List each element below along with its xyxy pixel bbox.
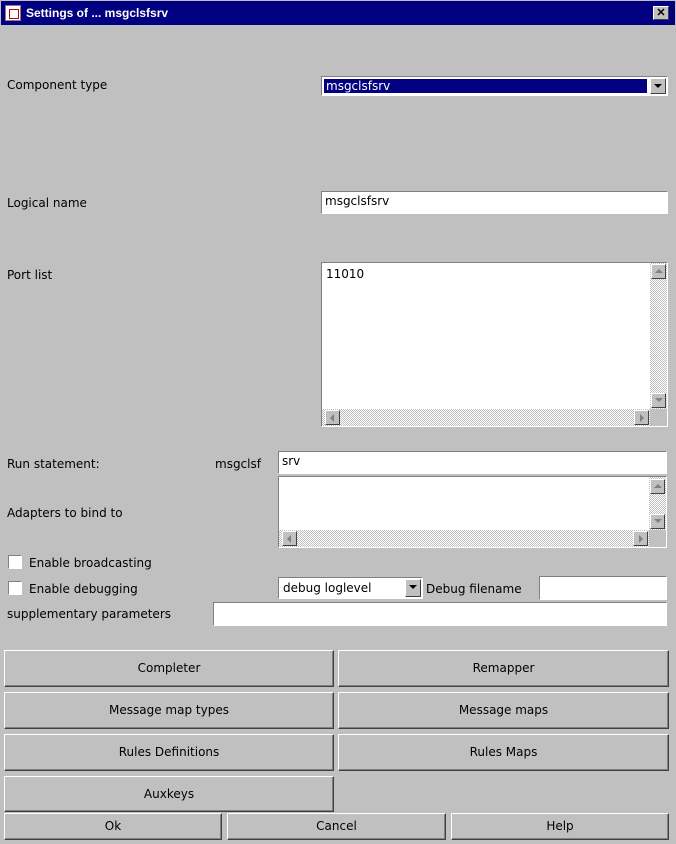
scroll-left-icon[interactable] xyxy=(282,531,297,546)
port-list-value: 11010 xyxy=(326,267,365,281)
chevron-down-icon[interactable] xyxy=(650,78,666,94)
ok-button[interactable]: Ok xyxy=(4,813,222,840)
app-icon xyxy=(5,5,21,21)
auxkeys-button[interactable]: Auxkeys xyxy=(4,776,334,812)
run-statement-label: Run statement: xyxy=(7,457,100,471)
cancel-button[interactable]: Cancel xyxy=(227,813,446,840)
message-map-types-button[interactable]: Message map types xyxy=(4,692,334,729)
supplementary-parameters-input[interactable] xyxy=(213,602,667,626)
title-bar[interactable] xyxy=(1,1,675,25)
scroll-down-icon[interactable] xyxy=(651,393,666,408)
completer-button[interactable]: Completer xyxy=(4,650,334,687)
scroll-up-icon[interactable] xyxy=(651,264,666,279)
scroll-right-icon[interactable] xyxy=(634,410,649,425)
scroll-corner xyxy=(649,530,666,547)
remapper-button[interactable]: Remapper xyxy=(338,650,669,687)
enable-broadcasting-label: Enable broadcasting xyxy=(29,556,152,570)
component-type-select[interactable] xyxy=(321,76,668,96)
help-button[interactable]: Help xyxy=(451,813,669,840)
scroll-up-icon[interactable] xyxy=(650,479,665,494)
debug-filename-label: Debug filename xyxy=(426,582,522,596)
message-maps-button[interactable]: Message maps xyxy=(338,692,669,729)
port-list-textarea[interactable] xyxy=(321,262,668,427)
rules-definitions-button[interactable]: Rules Definitions xyxy=(4,734,334,771)
adapters-hscrollbar[interactable] xyxy=(279,530,649,547)
port-list-hscrollbar[interactable] xyxy=(322,409,650,426)
scroll-corner xyxy=(650,409,667,426)
enable-broadcasting-checkbox[interactable] xyxy=(8,555,22,569)
close-button[interactable] xyxy=(653,6,669,20)
debug-filename-input[interactable] xyxy=(539,576,667,600)
enable-debugging-label: Enable debugging xyxy=(29,582,138,596)
run-statement-prefix: msgclsf xyxy=(215,457,261,471)
adapters-textarea[interactable] xyxy=(278,476,667,548)
enable-debugging-checkbox[interactable] xyxy=(8,581,22,595)
component-type-value: msgclsfsrv xyxy=(324,79,647,93)
debug-loglevel-value: debug loglevel xyxy=(283,581,372,595)
logical-name-input[interactable]: msgclsfsrv xyxy=(321,191,668,214)
scroll-down-icon[interactable] xyxy=(650,514,665,529)
close-icon: ✕ xyxy=(656,7,666,19)
adapters-label: Adapters to bind to xyxy=(7,506,123,520)
port-list-vscrollbar[interactable] xyxy=(650,263,667,409)
scroll-left-icon[interactable] xyxy=(325,410,340,425)
rules-maps-button[interactable]: Rules Maps xyxy=(338,734,669,771)
logical-name-label: Logical name xyxy=(7,196,87,210)
port-list-label: Port list xyxy=(7,268,53,282)
debug-loglevel-select[interactable] xyxy=(278,577,423,599)
adapters-vscrollbar[interactable] xyxy=(649,477,666,530)
chevron-down-icon[interactable] xyxy=(405,579,421,597)
run-statement-input[interactable]: srv xyxy=(278,451,667,474)
window-title: Settings of ... msgclsfsrv xyxy=(26,6,169,20)
component-type-label: Component type xyxy=(7,78,108,92)
scroll-right-icon[interactable] xyxy=(633,531,648,546)
supplementary-parameters-label: supplementary parameters xyxy=(7,607,171,621)
